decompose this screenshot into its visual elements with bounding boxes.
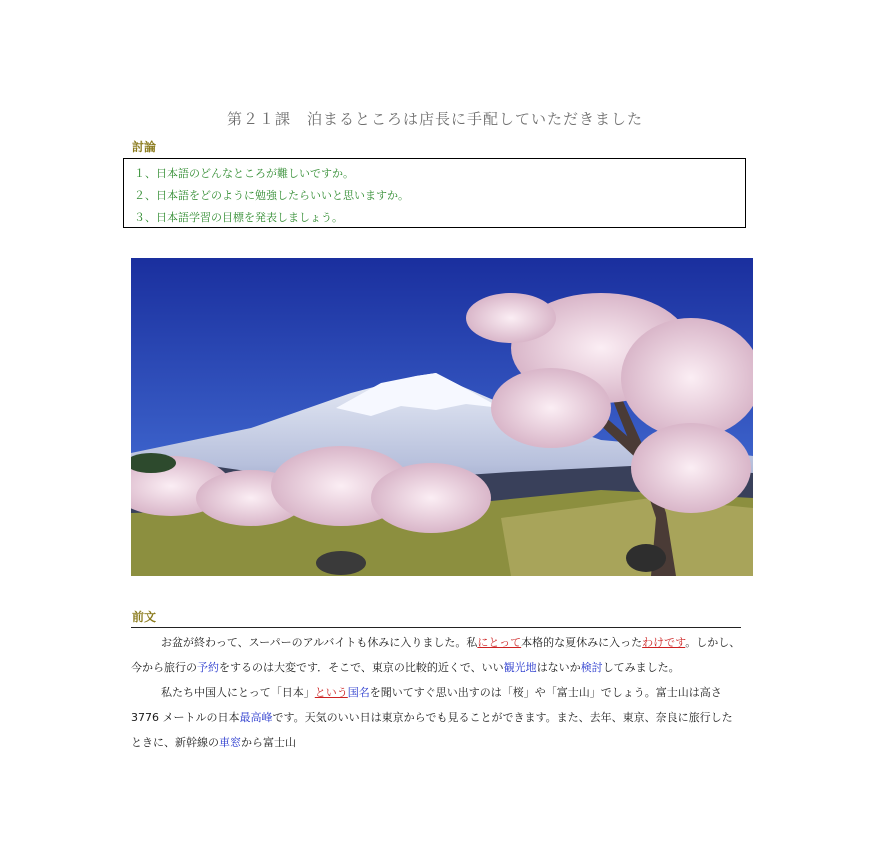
text-span: 。しかし、今から旅行の <box>131 636 741 674</box>
text-span: はないか <box>536 661 581 674</box>
text-span: 本格的な夏休みに入った <box>521 636 643 649</box>
preface-divider <box>131 627 741 628</box>
text-span: をするのは大変です．そこで、東京の比較的近くで、いい <box>219 661 504 674</box>
lesson-title: 第２１課 泊まるところは店長に手配していただきました <box>226 110 643 128</box>
text-span: してみました。 <box>602 661 680 674</box>
grammar-highlight: という <box>314 686 348 699</box>
preface-label: 前文 <box>132 610 157 624</box>
mount-fuji-photo <box>131 258 753 576</box>
preface-paragraph-2 <box>131 680 743 755</box>
vocab-highlight: 検討 <box>580 661 603 674</box>
discussion-label: 討論 <box>132 140 157 154</box>
vocab-highlight: 最高峰 <box>239 711 273 724</box>
text-span: を聞いてすぐ思い出すのは「桜」や「富士山」でしょう。富士山は高さ 3776 メートルの日本 <box>131 686 722 724</box>
grammar-highlight: にとって <box>477 636 522 649</box>
grammar-highlight: わけです <box>642 636 686 649</box>
discussion-question-1: １、日本語のどんなところが難しいですか。 <box>134 167 354 180</box>
preface-paragraph-1 <box>131 630 743 680</box>
text-span: から富士山 <box>241 736 296 749</box>
vocab-highlight: 予約 <box>197 661 219 674</box>
vocab-highlight: 車窓 <box>219 736 241 749</box>
discussion-question-3: ３、日本語学習の目標を発表しましょう。 <box>134 211 343 224</box>
discussion-box <box>123 158 746 228</box>
text-span: です。天気のいい日は東京からでも見ることができます。また、去年、東京、奈良に旅行したときに、新幹線の <box>131 711 733 749</box>
discussion-question-2: ２、日本語をどのように勉強したらいいと思いますか。 <box>134 189 409 202</box>
preface-text <box>131 630 743 755</box>
text-span: 私たち中国人にとって「日本」 <box>161 686 315 699</box>
text-span: お盆が終わって、スーパーのアルバイトも休みに入りました。私 <box>161 636 478 649</box>
vocab-highlight: 国名 <box>347 686 370 699</box>
vocab-highlight: 観光地 <box>503 661 537 674</box>
